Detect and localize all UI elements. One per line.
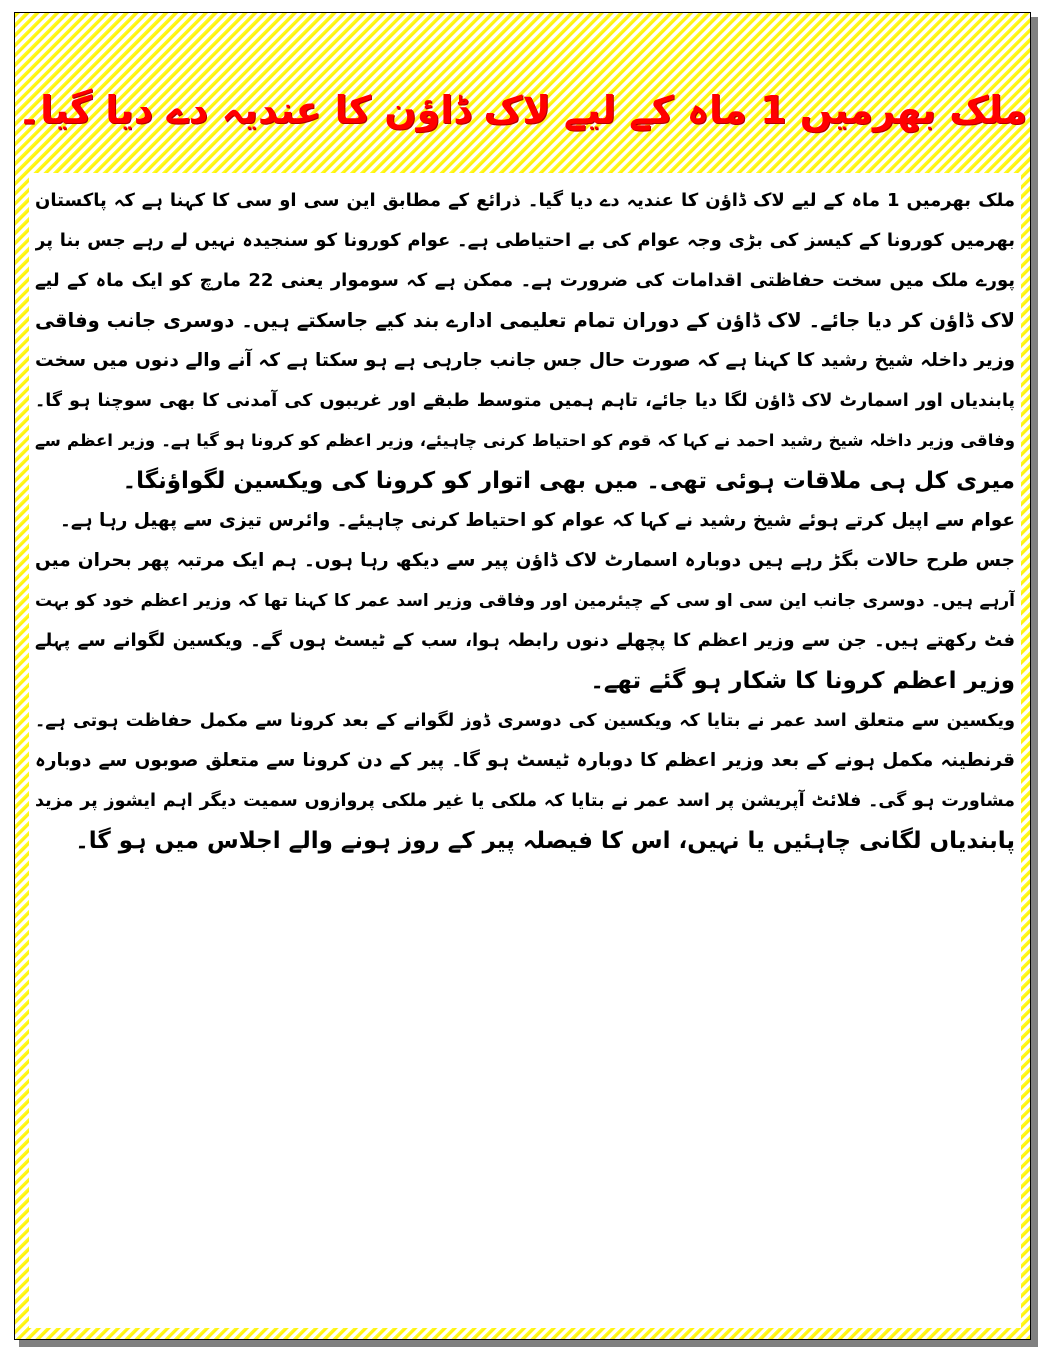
- body-line: پابندیاں لگانی چاہئیں یا نہیں، اس کا فیصلہ پیر کے روز ہونے والے اجلاس میں ہو گا۔: [75, 828, 1015, 854]
- body-line: آرہے ہیں۔ دوسری جانب این سی او سی کے چیئرمین اور وفاقی وزیر اسد عمر کا کہنا تھا کہ وزیر اعظم خود کو بہت: [35, 591, 1015, 611]
- article-body: [29, 173, 1021, 1328]
- body-line: ملک بھرمیں 1 ماہ کے لیے لاک ڈاؤن کا عندیہ دے دیا گیا۔ ذرائع کے مطابق این سی او سی کا کہنا ہے کہ پاکستان: [35, 190, 1015, 211]
- striped-frame: [14, 12, 1031, 1340]
- body-line: قرنطینہ مکمل ہونے کے بعد وزیر اعظم کا دوبارہ ٹیسٹ ہو گا۔ پیر کے دن کرونا سے متعلق صوبوں سے دوبارہ: [35, 750, 1015, 771]
- body-line: فٹ رکھتے ہیں۔ جن سے وزیر اعظم کا پچھلے دنوں رابطہ ہوا، سب کے ٹیسٹ ہوں گے۔ ویکسین لگوانے سے پہلے: [35, 630, 1015, 651]
- body-line: وزیر اعظم کرونا کا شکار ہو گئے تھے۔: [590, 668, 1015, 694]
- body-line: عوام سے اپیل کرتے ہوئے شیخ رشید نے کہا کہ عوام کو احتیاط کرنی چاہیئے۔ وائرس تیزی سے پھیل رہا ہے۔: [60, 510, 1015, 531]
- body-line: جس طرح حالات بگڑ رہے ہیں دوبارہ اسمارٹ لاک ڈاؤن پیر سے دیکھ رہا ہوں۔ ہم ایک مرتبہ پھر بحران میں: [35, 550, 1015, 571]
- body-line: میری کل ہی ملاقات ہوئی تھی۔ میں بھی اتوار کو کرونا کی ویکسین لگواؤنگا۔: [122, 468, 1015, 494]
- body-line: لاک ڈاؤن کر دیا جائے۔ لاک ڈاؤن کے دوران تمام تعلیمی ادارے بند کیے جاسکتے ہیں۔ دوسری جانب وفاقی: [35, 309, 1015, 332]
- body-line: پورے ملک میں سخت حفاظتی اقدامات کی ضرورت ہے۔ ممکن ہے کہ سوموار یعنی 22 مارچ کو ایک ماہ کے لیے: [35, 270, 1015, 291]
- body-line: مشاورت ہو گی۔ فلائٹ آپریشن پر اسد عمر نے بتایا کہ ملکی یا غیر ملکی پروازوں سمیت دیگر اہم ایشوز پر مزید: [35, 791, 1015, 811]
- body-line: وفاقی وزیر داخلہ شیخ رشید احمد نے کہا کہ قوم کو احتیاط کرنی چاہیئے، وزیر اعظم کو کرونا ہو گیا ہے۔ وزیر اعظم سے: [35, 431, 1015, 450]
- headline: ملک بھرمیں 1 ماہ کے لیے لاک ڈاؤن کا عندیہ دے دیا گیا۔: [17, 88, 1028, 132]
- body-line: پابندیاں اور اسمارٹ لاک ڈاؤن لگا دیا جائے، تاہم ہمیں متوسط طبقے اور غریبوں کی آمدنی کا بھی سوچنا ہو گا۔: [35, 391, 1015, 411]
- body-line: بھرمیں کورونا کے کیسز کی بڑی وجہ عوام کی بے احتیاطی ہے۔ عوام کورونا کو سنجیدہ نہیں لے رہے جس بنا پر: [35, 230, 1015, 251]
- body-line: ویکسین سے متعلق اسد عمر نے بتایا کہ ویکسین کی دوسری ڈوز لگوانے کے بعد کرونا سے مکمل حفاظت ہوتی ہے۔: [35, 711, 1015, 731]
- body-line: وزیر داخلہ شیخ رشید کا کہنا ہے کہ صورت حال جس جانب جارہی ہے ہو سکتا ہے کہ آنے والے دنوں میں سخت: [35, 350, 1015, 371]
